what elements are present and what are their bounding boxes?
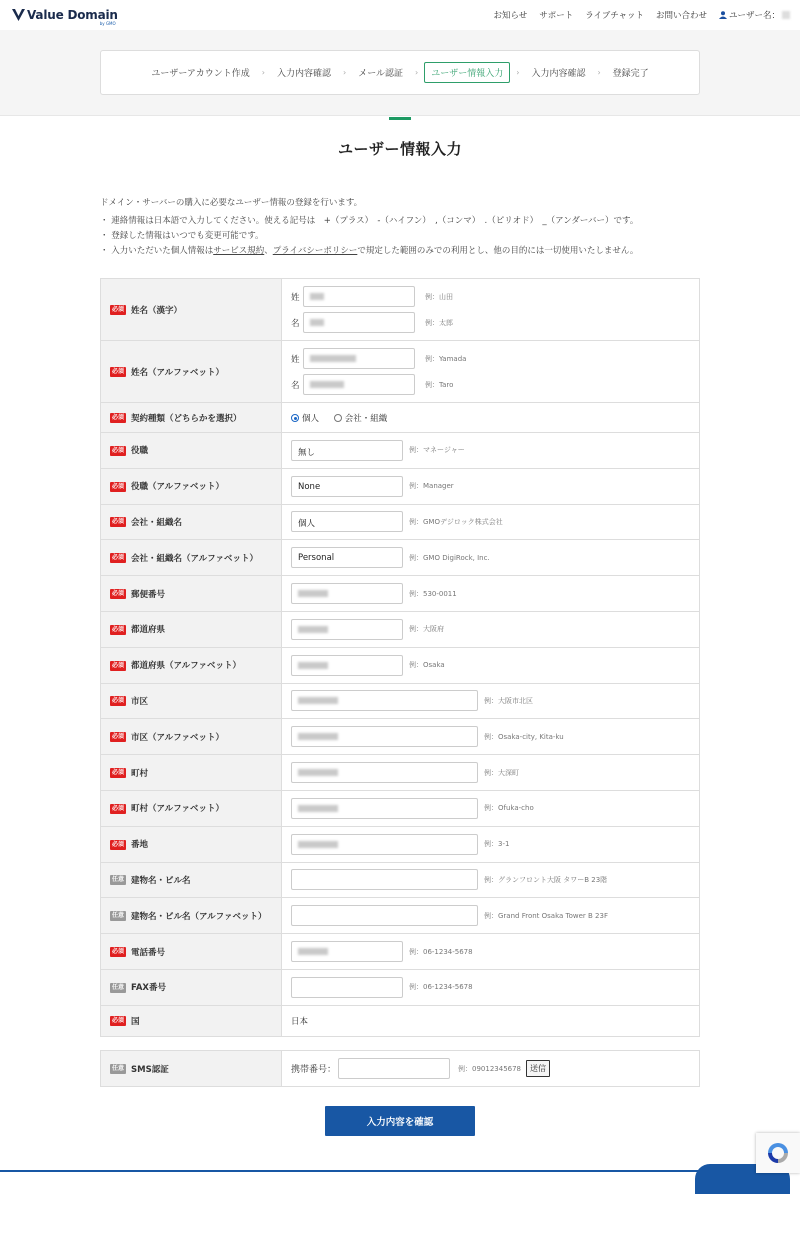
form-row <box>101 934 700 970</box>
form-label: 町村（アルファベット） <box>131 804 225 815</box>
example-text: 例：3-1 <box>484 840 510 849</box>
required-badge: 必須 <box>112 306 125 313</box>
logo-v-icon <box>12 9 25 21</box>
form-value-cell <box>282 403 700 433</box>
label-name-kanji: 姓名（漢字） <box>131 305 183 316</box>
form-row <box>101 611 700 647</box>
label-contract-type: 契約種類（どちらかを選択） <box>131 413 242 424</box>
form-row <box>101 969 700 1005</box>
intro-note-symbols: ・ 連絡情報は日本語で入力してください。使える記号は +（プラス） -（ハイフン） ,（コンマ） .（ピリオド） _（アンダーバー）です。 <box>100 216 639 226</box>
form-value-cell <box>282 504 700 540</box>
form-value-cell <box>282 719 700 755</box>
mei-prefix: 名 <box>291 380 300 391</box>
form-value-cell <box>282 862 700 898</box>
user-label: ユーザー名： <box>728 11 780 21</box>
form-row <box>101 683 700 719</box>
form-input[interactable] <box>291 655 403 676</box>
required-badge: 必須 <box>112 661 125 669</box>
form-label-cell <box>101 433 282 469</box>
footer-line <box>0 1170 800 1172</box>
last-name-alpha-input[interactable] <box>303 348 415 369</box>
form-row-name-kanji <box>101 279 700 341</box>
form-value-cell <box>282 934 700 970</box>
step-user-info: ユーザー情報入力 <box>424 62 510 83</box>
form-input[interactable] <box>291 977 403 998</box>
intro-note-privacy <box>100 244 700 259</box>
recaptcha-badge[interactable] <box>756 1133 800 1173</box>
form-label-cell <box>101 826 282 862</box>
example-text: 例：山田 <box>425 292 453 301</box>
form-input[interactable] <box>291 476 403 497</box>
form-label: 町村 <box>131 768 149 779</box>
form-label-cell <box>101 341 282 403</box>
example-text: 例：大阪市北区 <box>484 696 533 705</box>
form-label: 都道府県 <box>131 625 166 636</box>
required-badge: 必須 <box>112 554 125 562</box>
sei-prefix: 姓 <box>291 292 300 303</box>
form-row <box>101 719 700 755</box>
form-row <box>101 576 700 612</box>
chevron-right-icon: › <box>343 68 347 77</box>
form-label-cell <box>101 540 282 576</box>
form-label: 市区（アルファベット） <box>131 732 225 743</box>
input-value: Personal <box>298 553 335 564</box>
chevron-right-icon: › <box>415 68 419 77</box>
terms-link[interactable]: サービス規約 <box>213 246 265 256</box>
redacted-value <box>298 662 328 669</box>
form-label-cell <box>101 403 282 433</box>
required-badge: 必須 <box>112 804 125 812</box>
top-nav <box>493 9 790 21</box>
redacted-value <box>298 626 328 633</box>
privacy-text-b: で規定した範囲のみでの利用とし、他の目的には一切使用いたしません。 <box>357 246 639 256</box>
form-row-country <box>101 1005 700 1036</box>
progress-steps <box>100 50 700 95</box>
form-input[interactable] <box>291 941 403 962</box>
form-row <box>101 755 700 791</box>
required-badge: 必須 <box>112 948 125 956</box>
form-label-cell <box>101 934 282 970</box>
example-text: 例：グランフロント大阪 タワーB 23階 <box>484 875 608 884</box>
required-badge: 必須 <box>112 368 125 375</box>
send-sms-button[interactable]: 送信 <box>526 1060 550 1077</box>
sms-auth-section <box>100 1050 700 1087</box>
example-text: 例：06-1234-5678 <box>409 983 473 992</box>
required-badge: 必須 <box>112 590 125 598</box>
nav-contact[interactable]: お問い合わせ <box>655 11 707 21</box>
radio-company[interactable] <box>334 414 388 424</box>
required-badge: 必須 <box>112 625 125 633</box>
site-logo[interactable] <box>12 8 118 26</box>
user-info-form <box>100 278 700 1037</box>
form-row <box>101 504 700 540</box>
example-text: 例：大深町 <box>484 768 519 777</box>
sei-prefix: 姓 <box>291 354 300 365</box>
chevron-right-icon: › <box>261 68 265 77</box>
chevron-right-icon: › <box>516 68 520 77</box>
form-input[interactable] <box>291 869 478 890</box>
required-badge: 必須 <box>112 697 125 705</box>
last-name-kanji-input[interactable] <box>303 286 415 307</box>
form-label: 建物名・ビル名 <box>131 875 191 886</box>
example-text: 例：Osaka-city, Kita-ku <box>484 732 564 741</box>
radio-dot <box>334 414 342 422</box>
redacted-value <box>298 805 338 812</box>
user-name-redacted <box>782 11 790 19</box>
form-label-cell <box>101 969 282 1005</box>
input-value: 個人 <box>298 519 316 530</box>
form-input[interactable] <box>291 726 478 747</box>
form-label-cell <box>101 1051 282 1086</box>
step-confirm-2: 入力内容確認 <box>531 69 586 79</box>
form-value-cell <box>282 826 700 862</box>
redacted-value <box>298 948 328 955</box>
form-value-cell <box>282 341 700 403</box>
example-text: 例：GMO DigiRock, Inc. <box>409 553 490 562</box>
privacy-policy-link[interactable]: プライバシーポリシー <box>272 246 358 256</box>
required-badge: 必須 <box>112 414 125 421</box>
page-title: ユーザー情報入力 <box>337 140 462 158</box>
form-dynamic-rows <box>101 433 700 1006</box>
user-menu[interactable] <box>719 9 790 21</box>
intro-note-editable: ・ 登録した情報はいつでも変更可能です。 <box>100 231 264 241</box>
form-input[interactable] <box>291 583 403 604</box>
form-label-cell <box>101 1005 282 1036</box>
label-sms: SMS認証 <box>131 1064 169 1075</box>
form-label: 電話番号 <box>131 947 166 958</box>
example-text: 例：09012345678 <box>458 1064 522 1073</box>
example-text: 例：GMOデジロック株式会社 <box>409 517 503 526</box>
form-input[interactable] <box>291 440 403 461</box>
form-label: 都道府県（アルファベット） <box>131 661 242 672</box>
required-badge: 必須 <box>112 518 125 526</box>
form-input[interactable] <box>291 834 478 855</box>
mobile-label: 携帯番号： <box>291 1065 337 1075</box>
example-text: 例：06-1234-5678 <box>409 947 473 956</box>
example-text: 例：Osaka <box>409 661 445 670</box>
required-badge: 必須 <box>112 733 125 741</box>
form-input[interactable] <box>291 905 478 926</box>
form-row <box>101 433 700 469</box>
sei-line <box>291 346 699 372</box>
progress-section <box>0 30 800 116</box>
site-header <box>0 0 800 30</box>
form-label: FAX番号 <box>131 983 166 994</box>
first-name-alpha-input[interactable] <box>303 374 415 395</box>
redacted-value <box>298 697 338 704</box>
form-value-cell <box>282 969 700 1005</box>
example-text: 例：Grand Front Osaka Tower B 23F <box>484 911 608 920</box>
example-text: 例：マネージャー <box>409 446 465 455</box>
example-text: 例：Yamada <box>425 354 467 363</box>
radio-company-label: 会社・組織 <box>344 413 388 424</box>
form-label-cell <box>101 790 282 826</box>
form-value-cell <box>282 790 700 826</box>
form-label-cell <box>101 719 282 755</box>
nav-support[interactable]: サポート <box>539 11 574 21</box>
example-text: 例：太郎 <box>425 318 453 327</box>
example-text: 例：Taro <box>425 380 454 389</box>
form-label: 会社・組織名（アルファベット） <box>131 553 259 564</box>
mei-line <box>291 372 699 398</box>
mobile-number-input[interactable] <box>338 1058 450 1079</box>
form-row-name-alpha <box>101 341 700 403</box>
form-label-cell <box>101 898 282 934</box>
form-label-cell <box>101 862 282 898</box>
redacted-value <box>298 733 338 740</box>
form-row-contract-type <box>101 403 700 433</box>
label-name-alpha: 姓名（アルファベット） <box>131 367 225 378</box>
required-badge: 必須 <box>112 840 125 848</box>
form-label-cell <box>101 683 282 719</box>
form-label: 役職（アルファベット） <box>131 482 225 493</box>
privacy-sep: 、 <box>264 246 273 256</box>
redacted-value <box>298 590 328 597</box>
input-value: 無し <box>298 447 316 458</box>
redacted-value <box>298 769 338 776</box>
form-input[interactable] <box>291 798 478 819</box>
required-badge: 必須 <box>112 769 125 777</box>
privacy-text-a: ・ 入力いただいた個人情報は <box>100 246 214 256</box>
country-value: 日本 <box>282 1005 700 1036</box>
form-input[interactable] <box>291 690 478 711</box>
redacted-value <box>298 841 338 848</box>
form-row <box>101 468 700 504</box>
mei-line <box>291 310 699 336</box>
mei-prefix: 名 <box>291 318 300 329</box>
form-label-cell <box>101 755 282 791</box>
form-input[interactable] <box>291 511 403 532</box>
step-account-create: ユーザーアカウント作成 <box>151 69 250 79</box>
optional-badge: 任意 <box>112 876 125 884</box>
intro-lead: ドメイン・サーバーの購入に必要なユーザー情報の登録を行います。 <box>100 198 363 208</box>
form-row <box>101 826 700 862</box>
form-value-cell <box>282 576 700 612</box>
logo-text: Value Domain <box>27 8 118 22</box>
form-row <box>101 898 700 934</box>
form-value-cell <box>282 755 700 791</box>
optional-badge: 任意 <box>112 912 125 920</box>
example-text: 例：530-0011 <box>409 589 457 598</box>
form-input[interactable] <box>291 547 403 568</box>
input-value: None <box>298 481 321 492</box>
recaptcha-icon <box>765 1140 791 1166</box>
logo-sub: by GMO <box>99 21 116 26</box>
radio-individual-label: 個人 <box>302 413 320 424</box>
label-country: 国 <box>131 1016 140 1027</box>
form-row <box>101 790 700 826</box>
first-name-kanji-input[interactable] <box>303 312 415 333</box>
user-icon <box>719 11 727 19</box>
form-label-cell <box>101 611 282 647</box>
form-label-cell <box>101 279 282 341</box>
form-value-cell <box>282 683 700 719</box>
chevron-right-icon: › <box>597 68 601 77</box>
form-row <box>101 647 700 683</box>
form-value-cell <box>282 433 700 469</box>
title-accent-bar <box>389 117 411 120</box>
form-label: 役職 <box>131 446 149 457</box>
nav-news[interactable]: お知らせ <box>493 11 528 21</box>
form-label: 会社・組織名 <box>131 517 183 528</box>
form-label-cell <box>101 468 282 504</box>
intro-text <box>100 196 700 259</box>
confirm-button[interactable]: 入力内容を確認 <box>325 1106 475 1136</box>
nav-livechat[interactable]: ライブチャット <box>585 11 644 21</box>
required-badge: 必須 <box>112 1017 125 1025</box>
sei-line <box>291 284 699 310</box>
form-label: 建物名・ビル名（アルファベット） <box>131 911 267 922</box>
radio-individual[interactable] <box>291 414 319 424</box>
step-confirm-1: 入力内容確認 <box>276 69 331 79</box>
form-value-cell <box>282 611 700 647</box>
form-value-cell <box>282 647 700 683</box>
form-row <box>101 862 700 898</box>
form-label: 郵便番号 <box>131 589 166 600</box>
form-value-cell <box>282 1051 550 1086</box>
optional-badge: 任意 <box>112 983 125 991</box>
example-text: 例：Manager <box>409 482 454 491</box>
form-label-cell <box>101 576 282 612</box>
example-text: 例：大阪府 <box>409 625 444 634</box>
form-label-cell <box>101 504 282 540</box>
form-label-cell <box>101 647 282 683</box>
form-input[interactable] <box>291 762 478 783</box>
example-text: 例：Ofuka-cho <box>484 804 534 813</box>
form-row <box>101 540 700 576</box>
form-label: 市区 <box>131 696 149 707</box>
required-badge: 必須 <box>112 446 125 454</box>
form-value-cell <box>282 279 700 341</box>
step-mail-auth: メール認証 <box>358 69 404 79</box>
radio-dot <box>291 414 299 422</box>
form-value-cell <box>282 898 700 934</box>
form-label: 番地 <box>131 840 149 851</box>
form-value-cell <box>282 540 700 576</box>
form-input[interactable] <box>291 619 403 640</box>
required-badge: 必須 <box>112 482 125 490</box>
step-complete: 登録完了 <box>612 69 649 79</box>
optional-badge: 任意 <box>112 1064 125 1072</box>
form-value-cell <box>282 468 700 504</box>
